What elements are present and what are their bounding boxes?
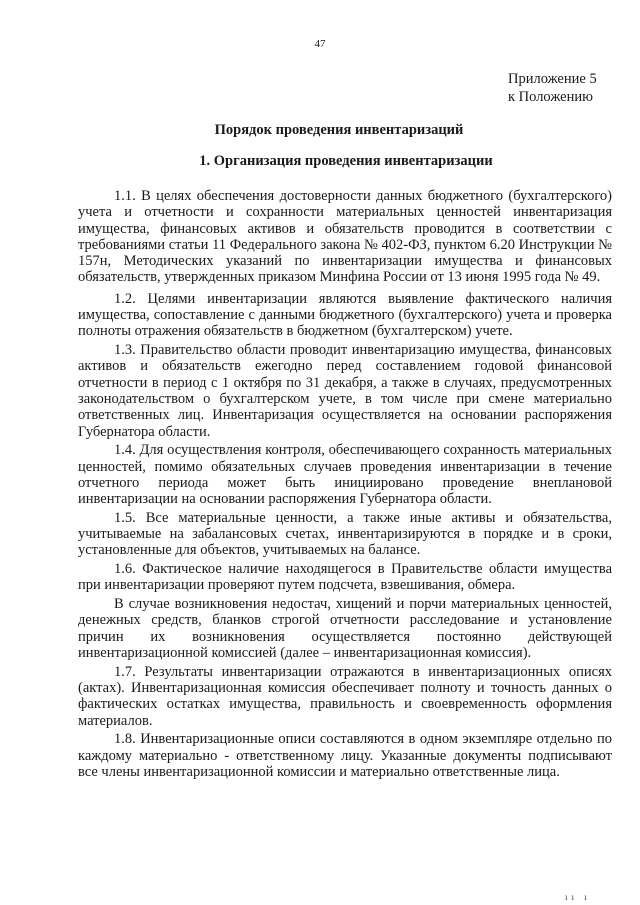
paragraph-1-1: 1.1. В целях обеспечения достоверности данных бюджетного (бухгалтерского) учета и отчетности и сохранности материальных ценностей инвентаризация имущества, финансовых активов и обязательств проводится в соответствии с требованиями статьи 11 Федерального закона № 402-ФЗ, пунктом 6.20 Инструкции № 157н, Методических указаний по инвентаризации имущества и финансовых обязательств, утвержденных приказом Минфина России от 13 июня 1995 года № 49. [78,188,612,286]
paragraph-1-4: 1.4. Для осуществления контроля, обеспечивающего сохранность материальных ценностей, помимо обязательных случаев проведения инвентаризации в течение отчетного периода может быть инициировано проведение внеплановой инвентаризации на основании распоряжения Губернатора области. [78,442,612,508]
paragraph-1-7: 1.7. Результаты инвентаризации отражаются в инвентаризационных описях (актах). Инвентаризационная комиссия обеспечивает полноту и точность данных о фактических остатках имущества, правильность и своевременность оформления материалов. [78,663,612,729]
appendix-reference [508,70,597,106]
document-body [78,188,612,783]
paragraph-1-3: 1.3. Правительство области проводит инвентаризацию имущества, финансовых активов и обязательств ежегодно перед составлением годовой финансовой отчетности в период с 1 октября по 31 декабря, а также в случаях, предусмотренных законодательством о бухгалтерском учете, в том числе при смене материально ответственных лиц. Инвентаризация осуществляется на основании распоряжения Губернатора области. [78,342,612,440]
paragraph-1-2: 1.2. Целями инвентаризации являются выявление фактического наличия имущества, сопоставление с данными бюджетного (бухгалтерского) учета и проверка полноты отражения обязательств в бюджетном (бухгалтерском) учете. [78,290,612,340]
appendix-line-2: к Положению [508,89,593,105]
page-number: 47 [314,38,326,50]
appendix-line-1: Приложение 5 [508,71,597,87]
document-title: Порядок проведения инвентаризаций [214,122,464,138]
paragraph-1-5: 1.5. Все материальные ценности, а также иные активы и обязательства, учитываемые на забалансовых счетах, инвентаризируются в порядке и в сроки, установленные для объектов, учитываемых на балансе. [78,509,612,559]
paragraph-1-8: 1.8. Инвентаризационные описи составляются в одном экземпляре отдельно по каждому материально - ответственному лицу. Указанные документы подписывают все члены инвентаризационной комиссии и материально ответственные лица. [78,731,612,780]
paragraph-1-6: 1.6. Фактическое наличие находящегося в Правительстве области имущества при инвентаризации проверяют путем подсчета, взвешивания, обмера. [78,561,612,594]
scan-corner-mark: ıı ı [565,892,591,902]
section-title: 1. Организация проведения инвентаризации [199,153,493,169]
paragraph-1-6-continued: В случае возникновения недостач, хищений и порчи материальных ценностей, денежных средств, бланков строгой отчетности расследование и установление причин их возникновения осуществляется постоянно действующей инвентаризационной комиссией (далее – инвентаризационная комиссия). [78,596,612,661]
